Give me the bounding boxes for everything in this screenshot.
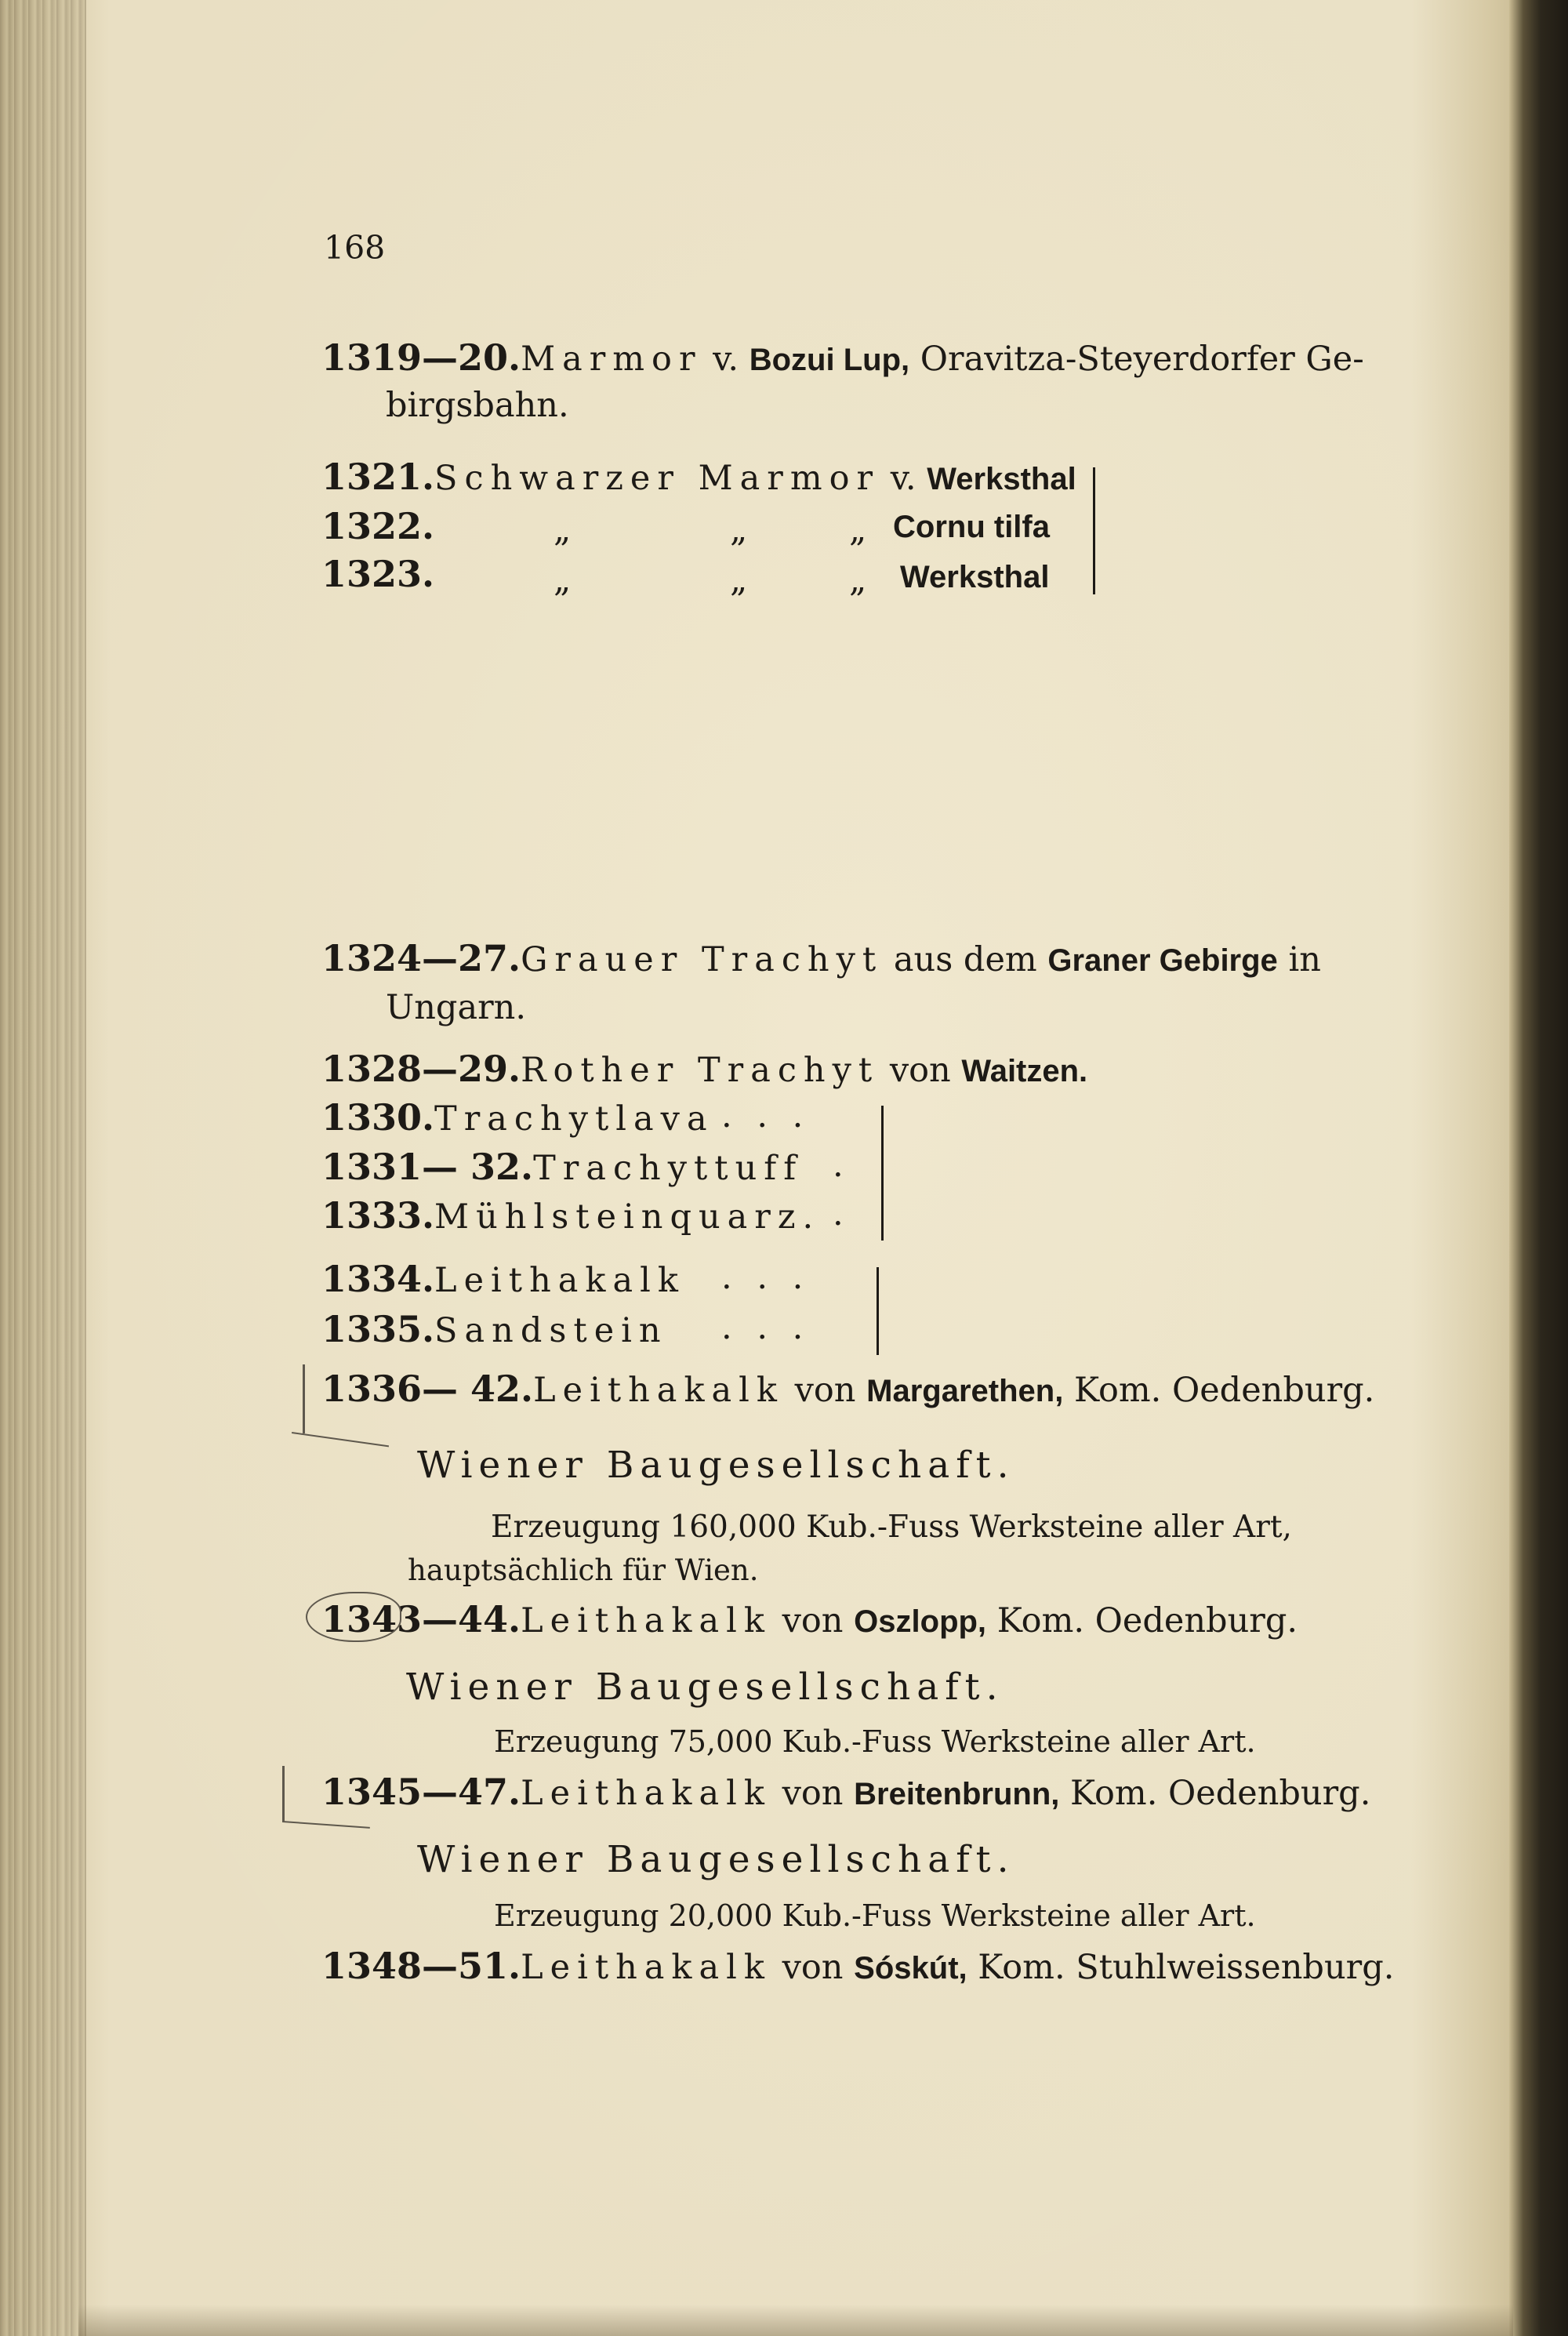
entry-locality: Breitenbrunn, <box>854 1777 1060 1811</box>
entry-connector: von <box>771 1774 855 1813</box>
entry-material: Leithakalk <box>521 1774 771 1813</box>
entry-1319-continuation: birgsbahn. <box>386 386 569 425</box>
entry-locality: Margarethen, <box>866 1374 1064 1408</box>
page-number: 168 <box>324 229 386 267</box>
entry-material: Leithakalk <box>521 1948 771 1987</box>
entry-number: 1321. <box>321 456 435 498</box>
ditto-mark: „ <box>730 561 748 600</box>
entry-number: 1328—29. <box>321 1048 521 1090</box>
brace <box>881 1106 884 1241</box>
entry-material: Leithakalk <box>521 1601 771 1640</box>
entry-locality: Werksthal <box>927 462 1076 496</box>
entry-tail: Oravitza-Steyerdorfer Ge- <box>909 340 1364 379</box>
ditto-mark: „ <box>554 561 572 600</box>
entry-locality: Cornu tilfa <box>893 510 1050 544</box>
entry-material: Leithakalk <box>434 1261 685 1300</box>
entry-connector: v. <box>880 459 927 498</box>
entry-1335 <box>321 1308 668 1350</box>
ditto-mark: „ <box>849 510 867 550</box>
entry-material: Schwarzer Marmor <box>434 459 880 498</box>
entry-tail: Kom. Oedenburg. <box>1059 1774 1371 1813</box>
entry-tail: in <box>1277 940 1321 979</box>
entry-1324-continuation: Ungarn. <box>386 988 527 1027</box>
entry-number: 1319—20. <box>321 336 521 379</box>
entry-number: 1333. <box>321 1194 435 1237</box>
entry-locality: Waitzen. <box>961 1054 1088 1088</box>
entry-material: Marmor <box>521 340 702 379</box>
production-note-continued: hauptsächlich für Wien. <box>408 1553 759 1587</box>
entry-1331 <box>321 1146 804 1188</box>
entry-locality: Werksthal <box>900 560 1050 594</box>
entry-1348 <box>321 1945 1395 1987</box>
entry-tail: Kom. Oedenburg. <box>986 1601 1298 1640</box>
entry-material: Leithakalk <box>533 1371 784 1410</box>
entry-locality: Bozui Lup, <box>749 343 910 377</box>
entry-number: 1330. <box>321 1096 435 1139</box>
company-name: Wiener Baugesellschaft. <box>417 1838 1015 1881</box>
entry-number: 1343—44. <box>321 1598 521 1640</box>
entry-number: 1322. <box>321 505 435 547</box>
entry-1336 <box>321 1368 1375 1410</box>
pencil-mark <box>303 1364 311 1433</box>
entry-1343 <box>321 1598 1298 1640</box>
entry-connector: von <box>771 1601 855 1640</box>
entry-material: Sandstein <box>434 1311 668 1350</box>
production-note: Erzeugung 160,000 Kub.-Fuss Werksteine aller Art, <box>491 1509 1292 1545</box>
production-note: Erzeugung 75,000 Kub.-Fuss Werksteine aller Art. <box>494 1724 1256 1759</box>
entry-1324 <box>321 937 1321 979</box>
entry-tail: Kom. Oedenburg. <box>1063 1371 1375 1410</box>
entry-number: 1345—47. <box>321 1771 521 1813</box>
entry-1322 <box>321 505 435 547</box>
ditto-mark: „ <box>730 510 748 550</box>
entry-locality: Graner Gebirge <box>1047 943 1278 978</box>
entry-material: Trachytlava <box>434 1099 714 1139</box>
page-edge-bottom <box>78 2305 1513 2336</box>
company-name: Wiener Baugesellschaft. <box>406 1666 1004 1709</box>
entry-locality: Oszlopp, <box>854 1604 987 1639</box>
entry-number: 1331— 32. <box>321 1146 534 1188</box>
pencil-mark <box>306 1592 401 1642</box>
entry-number: 1324—27. <box>321 937 521 979</box>
entry-connector: von <box>783 1371 867 1410</box>
entry-1328 <box>321 1048 1088 1090</box>
leader-dots: . <box>833 1194 844 1233</box>
page-edge-left <box>0 0 86 2336</box>
entry-tail: Kom. Stuhlweissenburg. <box>967 1948 1395 1987</box>
entry-connector: von <box>771 1948 855 1987</box>
leader-dots: . . . <box>721 1258 811 1297</box>
page-edge-right <box>1509 0 1568 2336</box>
entry-number: 1335. <box>321 1308 435 1350</box>
entry-number: 1336— 42. <box>321 1368 534 1410</box>
entry-material: Mühlsteinquarz. <box>434 1197 821 1237</box>
leader-dots: . . . <box>721 1096 811 1135</box>
leader-dots: . <box>833 1146 844 1185</box>
entry-connector: aus dem <box>883 940 1048 979</box>
entry-material: Rother Trachyt <box>521 1051 880 1090</box>
leader-dots: . . . <box>721 1308 811 1347</box>
entry-locality: Sóskút, <box>854 1951 967 1985</box>
entry-connector: v. <box>702 340 750 379</box>
entry-1345 <box>321 1771 1371 1813</box>
entry-connector: von <box>879 1051 962 1090</box>
production-note: Erzeugung 20,000 Kub.-Fuss Werksteine aller Art. <box>494 1898 1256 1933</box>
company-name: Wiener Baugesellschaft. <box>417 1444 1015 1487</box>
brace <box>877 1267 879 1355</box>
ditto-mark: „ <box>554 510 572 550</box>
entry-1319 <box>321 336 1364 379</box>
ditto-mark: „ <box>849 561 867 600</box>
entry-1321 <box>321 456 1076 498</box>
pencil-mark <box>282 1766 291 1822</box>
entry-1333 <box>321 1194 821 1237</box>
entry-1330 <box>321 1096 714 1139</box>
pencil-mark <box>292 1432 389 1448</box>
entry-1334 <box>321 1258 685 1300</box>
entry-number: 1323. <box>321 553 435 595</box>
entry-material: Grauer Trachyt <box>521 940 884 979</box>
entry-number: 1348—51. <box>321 1945 521 1987</box>
pencil-mark <box>282 1821 370 1830</box>
entry-number: 1334. <box>321 1258 435 1300</box>
entry-material: Trachyttuff <box>533 1149 804 1188</box>
entry-1323 <box>321 553 435 595</box>
brace <box>1093 467 1095 594</box>
